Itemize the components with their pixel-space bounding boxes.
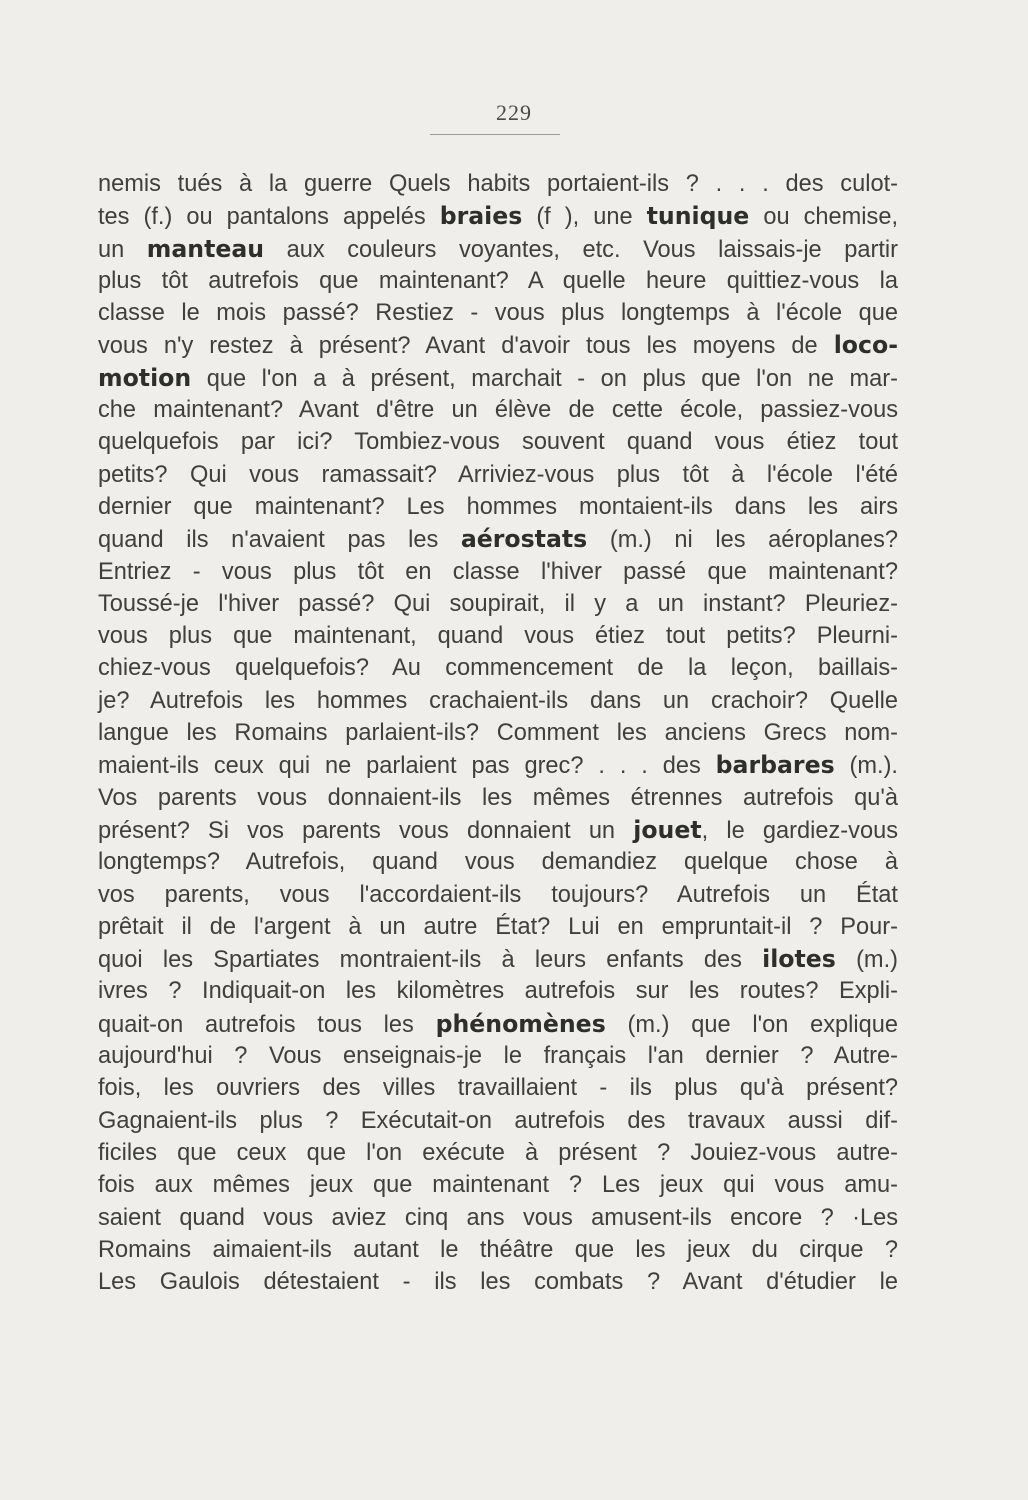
text-segment: quoi les Spartiates montraient-ils à leurs enfants des (98, 947, 763, 974)
text-segment: tes (f.) ou pantalons appelés (98, 204, 440, 231)
text-line (98, 1266, 898, 1298)
text-line (98, 1202, 898, 1234)
text-segment: (m.) ni les aéroplanes? (587, 527, 898, 554)
text-line (98, 620, 898, 652)
text-line (98, 814, 898, 846)
text-segment: vous n'y restez à présent? Avant d'avoir tous les moyens de (98, 333, 834, 360)
text-segment: dernier que maintenant? Les hommes montaient-ils dans les airs (98, 493, 898, 520)
text-line (98, 1072, 898, 1104)
text-segment: quait-on autrefois tous les (98, 1011, 436, 1038)
text-segment: présent? Si vos parents vous donnaient un (98, 817, 634, 844)
text-segment: che maintenant? Avant d'être un élève de cette école, passiez-vous (98, 397, 898, 424)
text-segment: petits? Qui vous ramassait? Arriviez-vous plus tôt à l'école l'été (98, 461, 898, 488)
text-segment: (m.) que l'on explique (605, 1011, 898, 1038)
text-segment: plus tôt autrefois que maintenant? A quelle heure quittiez-vous la (98, 267, 898, 294)
text-segment: quand ils n'avaient pas les (98, 527, 461, 554)
vocabulary-term: ilotes (762, 945, 836, 974)
body-text (98, 168, 898, 1298)
text-line (98, 1040, 898, 1072)
text-segment: ivres ? Indiquait-on les kilomètres autrefois sur les routes? Expli- (98, 978, 898, 1005)
vocabulary-term: loco- (833, 331, 898, 360)
text-line (98, 911, 898, 943)
text-segment: chiez-vous quelquefois? Au commencement de la leçon, baillais- (98, 655, 898, 682)
text-line (98, 1234, 898, 1266)
text-segment: maient-ils ceux qui ne parlaient pas grec? . . . des (98, 753, 716, 780)
text-line (98, 879, 898, 911)
text-line (98, 846, 898, 878)
text-segment: fois aux mêmes jeux que maintenant ? Les jeux qui vous amu- (98, 1172, 898, 1199)
text-segment: aux couleurs voyantes, etc. Vous laissais-je partir (264, 236, 898, 263)
text-line (98, 265, 898, 297)
vocabulary-term: aérostats (460, 525, 588, 554)
text-segment: (f ), une (522, 204, 647, 231)
text-segment: , le gardiez-vous (701, 817, 898, 844)
text-line (98, 1137, 898, 1169)
text-line (98, 1105, 898, 1137)
text-segment: Gagnaient-ils plus ? Exécutait-on autrefois des travaux aussi dif- (98, 1107, 898, 1134)
text-line (98, 459, 898, 491)
text-line (98, 556, 898, 588)
text-line (98, 588, 898, 620)
text-segment: langue les Romains parlaient-ils? Comment les anciens Grecs nom- (98, 720, 898, 747)
header-rule (430, 134, 560, 135)
vocabulary-term: phénomènes (435, 1009, 606, 1038)
text-segment: Romains aimaient-ils autant le théâtre que les jeux du cirque ? (98, 1236, 898, 1263)
text-segment: quelquefois par ici? Tombiez-vous souvent quand vous étiez tout (98, 429, 898, 456)
vocabulary-term: motion (98, 363, 192, 392)
text-line (98, 1169, 898, 1201)
text-segment: (m.). (834, 753, 898, 780)
text-segment: vous plus que maintenant, quand vous étiez tout petits? Pleurni- (98, 623, 898, 650)
text-segment: nemis tués à la guerre Quels habits portaient-ils ? . . . des culot- (98, 171, 898, 197)
text-line (98, 426, 898, 458)
text-line (98, 168, 898, 200)
text-segment: Entriez - vous plus tôt en classe l'hiver passé que maintenant? (98, 558, 898, 585)
text-segment: ficiles que ceux que l'on exécute à présent ? Jouiez-vous autre- (98, 1139, 898, 1166)
vocabulary-term: jouet (633, 815, 702, 844)
text-line (98, 749, 898, 781)
text-line (98, 491, 898, 523)
text-segment: classe le mois passé? Restiez - vous plus longtemps à l'école que (98, 300, 898, 327)
text-segment: ou chemise, (749, 204, 899, 231)
text-segment: longtemps? Autrefois, quand vous demandiez quelque chose à (98, 849, 898, 876)
text-segment: Les Gaulois détestaient - ils les combats ? Avant d'étudier le (98, 1269, 898, 1296)
text-line (98, 652, 898, 684)
vocabulary-term: manteau (146, 234, 265, 263)
text-segment: aujourd'hui ? Vous enseignais-je le français l'an dernier ? Autre- (98, 1043, 898, 1070)
text-line (98, 329, 898, 361)
text-line (98, 1008, 898, 1040)
text-segment: fois, les ouvriers des villes travaillaient - ils plus qu'à présent? (98, 1075, 898, 1102)
text-segment: un (98, 236, 147, 263)
text-segment: vos parents, vous l'accordaient-ils toujours? Autrefois un État (98, 881, 898, 908)
text-line (98, 200, 898, 232)
text-line (98, 717, 898, 749)
vocabulary-term: tunique (646, 202, 750, 231)
vocabulary-term: barbares (715, 751, 835, 780)
text-segment: Vos parents vous donnaient-ils les mêmes étrennes autrefois qu'à (98, 784, 898, 811)
text-segment: (m.) (835, 947, 898, 974)
text-line (98, 943, 898, 975)
text-line (98, 362, 898, 394)
text-segment: Toussé-je l'hiver passé? Qui soupirait, il y a un instant? Pleuriez- (98, 590, 898, 617)
text-line (98, 782, 898, 814)
text-segment: saient quand vous aviez cinq ans vous amusent-ils encore ? ·Les (98, 1204, 898, 1231)
vocabulary-term: braies (439, 202, 523, 231)
text-line (98, 685, 898, 717)
text-line (98, 975, 898, 1007)
text-segment: que l'on a à présent, marchait - on plus que l'on ne mar- (191, 365, 898, 392)
text-line (98, 297, 898, 329)
text-line (98, 394, 898, 426)
text-line (98, 233, 898, 265)
text-line (98, 523, 898, 555)
page-number: 229 (496, 100, 532, 125)
text-segment: prêtait il de l'argent à un autre État? Lui en empruntait-il ? Pour- (98, 913, 898, 940)
text-segment: je? Autrefois les hommes crachaient-ils dans un crachoir? Quelle (98, 687, 898, 714)
